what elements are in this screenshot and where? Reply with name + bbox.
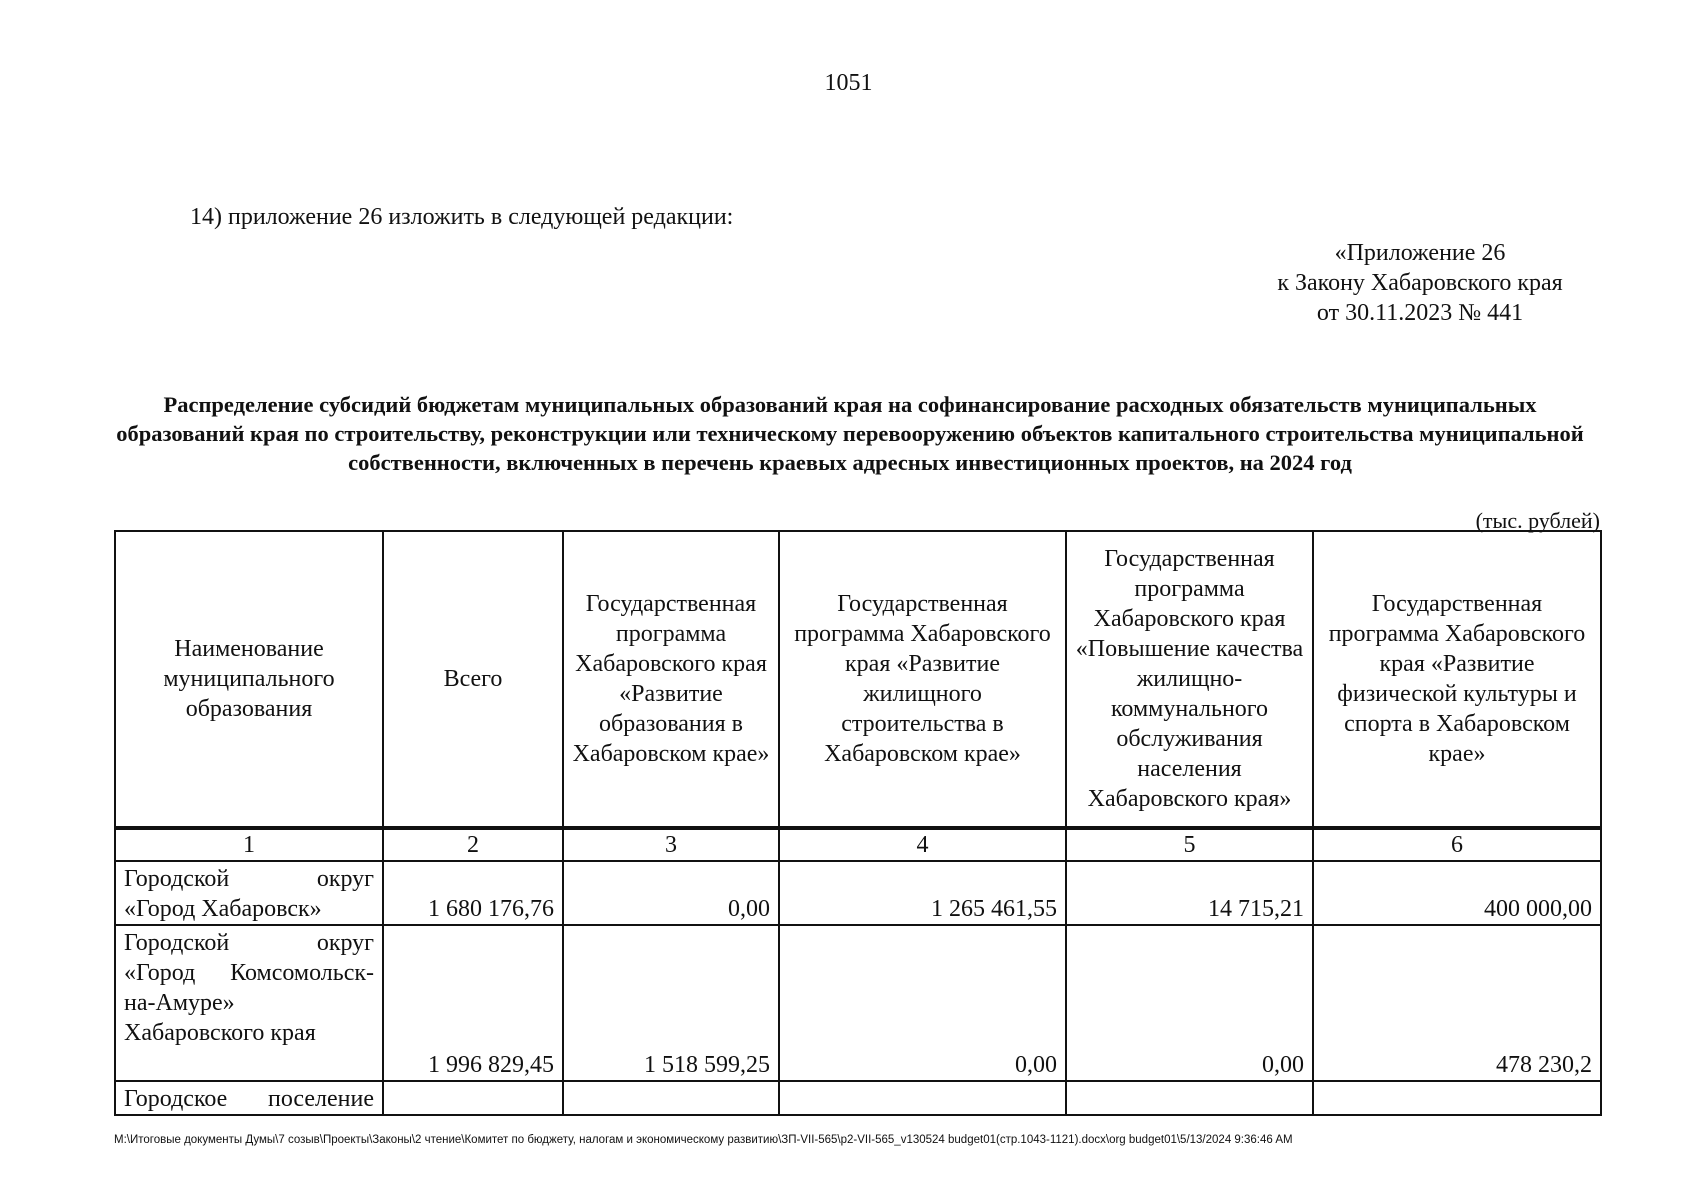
name-rest: «Город Хабаровск» — [124, 896, 322, 922]
name-word: Городской — [124, 930, 230, 956]
housing-value — [779, 1081, 1066, 1115]
header-municipality: Наименование муниципального образования — [115, 531, 383, 828]
table-row — [115, 925, 1601, 1081]
name-word: Городской — [124, 866, 230, 892]
file-path-footer: M:\Итоговые документы Думы\7 созыв\Проекты\Законы\2 чтение\Комитет по бюджету, налогам и экономическому развитию\ЗП-VII-565\р2-VII-565_v130524 budget01(стр.1043-1121).docx\org budget01\5/13/2024 9:36:46 AM — [114, 1134, 1293, 1146]
housing-value: 0,00 — [779, 925, 1066, 1081]
column-number: 6 — [1313, 828, 1601, 861]
header-housing-program: Государственная программа Хабаровского края «Развитие жилищного строительства в Хабаровском крае» — [779, 531, 1066, 828]
education-value — [563, 1081, 779, 1115]
units-label: (тыс. рублей) — [1475, 508, 1600, 533]
name-word: поселение — [267, 1086, 374, 1112]
utilities-value: 0,00 — [1066, 925, 1313, 1081]
name-first-line — [124, 1084, 374, 1114]
header-utilities-program: Государственная программа Хабаровского края «Повышение качества жилищно-коммунального обслуживания населения Хабаровского края» — [1066, 531, 1313, 828]
sports-value: 400 000,00 — [1313, 861, 1601, 925]
header-sports-program: Государственная программа Хабаровского края «Развитие физической культуры и спорта в Хабаровском крае» — [1313, 531, 1601, 828]
column-number: 3 — [563, 828, 779, 861]
name-first-line — [124, 928, 374, 958]
appendix-ref-line-2: к Закону Хабаровского края — [1277, 270, 1563, 296]
appendix-reference — [1220, 238, 1620, 328]
name-first-line — [124, 864, 374, 894]
utilities-value — [1066, 1081, 1313, 1115]
column-number: 2 — [383, 828, 563, 861]
education-value: 1 518 599,25 — [563, 925, 779, 1081]
name-word: округ — [316, 866, 374, 892]
municipality-name — [115, 925, 383, 1081]
housing-value: 1 265 461,55 — [779, 861, 1066, 925]
name-word: Городское — [124, 1086, 228, 1112]
education-value: 0,00 — [563, 861, 779, 925]
sports-value: 478 230,2 — [1313, 925, 1601, 1081]
table-header-row — [115, 531, 1601, 828]
municipality-name — [115, 861, 383, 925]
document-title: Распределение субсидий бюджетам муниципальных образований края на софинансирование расходных обязательств муниципальных образований края по строительству, реконструкции или техническому перевооружению объектов капитального строительства муниципальной собственности, включенных в перечень краевых адресных инвестиционных проектов, на 2024 год — [116, 392, 1584, 475]
total-value: 1 996 829,45 — [383, 925, 563, 1081]
column-number: 1 — [115, 828, 383, 861]
column-numbers-row — [115, 828, 1601, 861]
amendment-intro: 14) приложение 26 изложить в следующей редакции: — [190, 204, 734, 230]
header-total: Всего — [383, 531, 563, 828]
total-value — [383, 1081, 563, 1115]
total-value: 1 680 176,76 — [383, 861, 563, 925]
utilities-value: 14 715,21 — [1066, 861, 1313, 925]
column-number: 5 — [1066, 828, 1313, 861]
table-row — [115, 1081, 1601, 1115]
appendix-ref-line-1: «Приложение 26 — [1334, 240, 1506, 266]
name-rest: «Город Комсомольск-на-Амуре» Хабаровского края — [124, 960, 374, 1046]
header-education-program: Государственная программа Хабаровского края «Развитие образования в Хабаровском крае» — [563, 531, 779, 828]
subsidy-table — [114, 530, 1602, 1116]
sports-value — [1313, 1081, 1601, 1115]
appendix-ref-line-3: от 30.11.2023 № 441 — [1316, 300, 1524, 326]
name-word: округ — [316, 930, 374, 956]
municipality-name — [115, 1081, 383, 1115]
column-number: 4 — [779, 828, 1066, 861]
page-number: 1051 — [824, 70, 873, 96]
table-row — [115, 861, 1601, 925]
